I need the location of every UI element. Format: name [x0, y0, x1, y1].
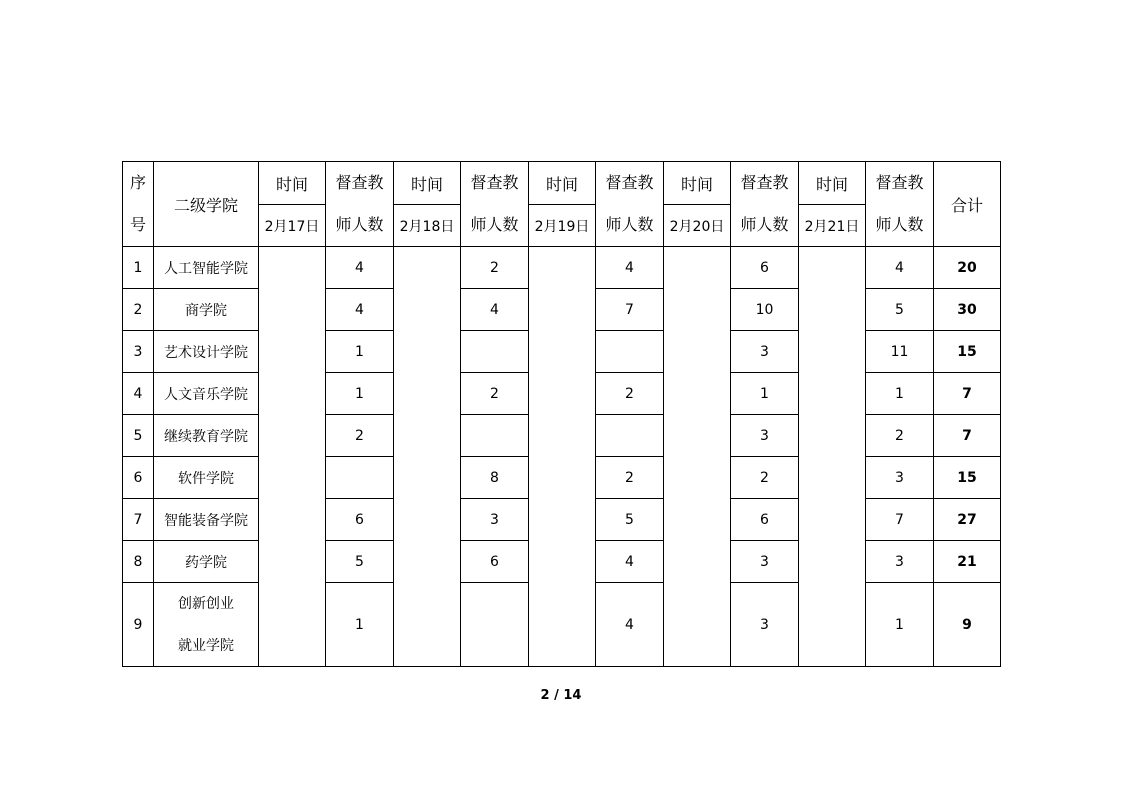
table-row	[123, 247, 1001, 289]
row-seq: 9	[123, 583, 154, 667]
time-cell-empty	[259, 247, 326, 667]
header-teacher-count	[596, 162, 664, 247]
row-teacher-count: 4	[461, 289, 529, 331]
header-time: 时间	[799, 162, 866, 205]
row-college: 软件学院	[154, 457, 259, 499]
row-total: 21	[934, 541, 1001, 583]
row-teacher-count: 3	[866, 541, 934, 583]
row-teacher-count: 4	[326, 247, 394, 289]
header-seq-char: 号	[129, 215, 146, 234]
row-teacher-count: 8	[461, 457, 529, 499]
header-teacher-count	[731, 162, 799, 247]
row-teacher-count: 2	[326, 415, 394, 457]
row-seq: 3	[123, 331, 154, 373]
row-seq: 4	[123, 373, 154, 415]
row-college-line: 就业学院	[178, 638, 234, 654]
row-teacher-count: 1	[731, 373, 799, 415]
row-seq: 1	[123, 247, 154, 289]
row-total: 7	[934, 415, 1001, 457]
row-teacher-count: 4	[866, 247, 934, 289]
row-total: 20	[934, 247, 1001, 289]
row-teacher-count: 2	[866, 415, 934, 457]
row-teacher-count	[461, 415, 529, 457]
header-teacher-count-top: 督查教	[605, 173, 654, 192]
header-row	[123, 162, 1001, 205]
header-total: 合计	[934, 162, 1001, 247]
row-teacher-count: 2	[596, 373, 664, 415]
row-total: 9	[934, 583, 1001, 667]
row-teacher-count: 11	[866, 331, 934, 373]
time-cell-empty	[394, 247, 461, 667]
header-time: 时间	[394, 162, 461, 205]
row-teacher-count: 2	[596, 457, 664, 499]
row-teacher-count: 6	[326, 499, 394, 541]
header-date: 2月17日	[259, 205, 326, 247]
header-teacher-count-top: 督查教	[740, 173, 789, 192]
row-total: 15	[934, 331, 1001, 373]
row-teacher-count: 1	[326, 331, 394, 373]
header-date: 2月21日	[799, 205, 866, 247]
row-college	[154, 583, 259, 667]
row-college: 人工智能学院	[154, 247, 259, 289]
row-teacher-count: 4	[596, 247, 664, 289]
row-seq: 6	[123, 457, 154, 499]
row-teacher-count: 1	[866, 583, 934, 667]
row-teacher-count: 5	[326, 541, 394, 583]
row-college-line: 创新创业	[178, 596, 234, 612]
header-time: 时间	[529, 162, 596, 205]
time-cell-empty	[529, 247, 596, 667]
row-teacher-count	[461, 331, 529, 373]
row-college: 智能装备学院	[154, 499, 259, 541]
supervision-table	[122, 161, 1001, 667]
header-teacher-count	[326, 162, 394, 247]
row-teacher-count: 4	[326, 289, 394, 331]
row-teacher-count	[461, 583, 529, 667]
row-seq: 2	[123, 289, 154, 331]
header-teacher-count-bottom: 师人数	[875, 215, 924, 234]
header-teacher-count-top: 督查教	[335, 173, 384, 192]
row-college: 继续教育学院	[154, 415, 259, 457]
header-college: 二级学院	[154, 162, 259, 247]
row-teacher-count: 6	[731, 499, 799, 541]
row-teacher-count: 2	[731, 457, 799, 499]
row-teacher-count: 7	[866, 499, 934, 541]
row-teacher-count: 3	[731, 541, 799, 583]
row-total: 15	[934, 457, 1001, 499]
header-teacher-count-bottom: 师人数	[740, 215, 789, 234]
row-college: 药学院	[154, 541, 259, 583]
time-cell-empty	[664, 247, 731, 667]
row-teacher-count: 2	[461, 373, 529, 415]
header-seq-char: 序	[129, 173, 146, 192]
header-teacher-count-top: 督查教	[875, 173, 924, 192]
row-teacher-count: 3	[866, 457, 934, 499]
header-date: 2月18日	[394, 205, 461, 247]
header-teacher-count-bottom: 师人数	[605, 215, 654, 234]
row-teacher-count: 3	[731, 583, 799, 667]
header-teacher-count	[461, 162, 529, 247]
row-seq: 7	[123, 499, 154, 541]
row-teacher-count: 4	[596, 583, 664, 667]
row-college: 艺术设计学院	[154, 331, 259, 373]
row-teacher-count: 1	[326, 583, 394, 667]
row-teacher-count: 3	[461, 499, 529, 541]
row-teacher-count: 6	[461, 541, 529, 583]
row-teacher-count: 10	[731, 289, 799, 331]
page-number: 2 / 14	[540, 688, 582, 703]
header-teacher-count	[866, 162, 934, 247]
row-college: 商学院	[154, 289, 259, 331]
row-teacher-count	[596, 415, 664, 457]
row-total: 27	[934, 499, 1001, 541]
row-teacher-count: 6	[731, 247, 799, 289]
header-seq	[123, 162, 154, 247]
header-teacher-count-bottom: 师人数	[470, 215, 519, 234]
row-seq: 8	[123, 541, 154, 583]
header-date: 2月19日	[529, 205, 596, 247]
row-total: 7	[934, 373, 1001, 415]
row-total: 30	[934, 289, 1001, 331]
row-teacher-count: 4	[596, 541, 664, 583]
row-teacher-count	[326, 457, 394, 499]
time-cell-empty	[799, 247, 866, 667]
row-teacher-count: 1	[866, 373, 934, 415]
header-time: 时间	[664, 162, 731, 205]
row-teacher-count: 3	[731, 331, 799, 373]
row-teacher-count: 1	[326, 373, 394, 415]
row-college: 人文音乐学院	[154, 373, 259, 415]
row-seq: 5	[123, 415, 154, 457]
row-teacher-count: 3	[731, 415, 799, 457]
row-teacher-count: 2	[461, 247, 529, 289]
row-teacher-count: 5	[596, 499, 664, 541]
row-teacher-count: 5	[866, 289, 934, 331]
row-teacher-count: 7	[596, 289, 664, 331]
row-teacher-count	[596, 331, 664, 373]
header-date: 2月20日	[664, 205, 731, 247]
header-time: 时间	[259, 162, 326, 205]
header-teacher-count-bottom: 师人数	[335, 215, 384, 234]
header-teacher-count-top: 督查教	[470, 173, 519, 192]
